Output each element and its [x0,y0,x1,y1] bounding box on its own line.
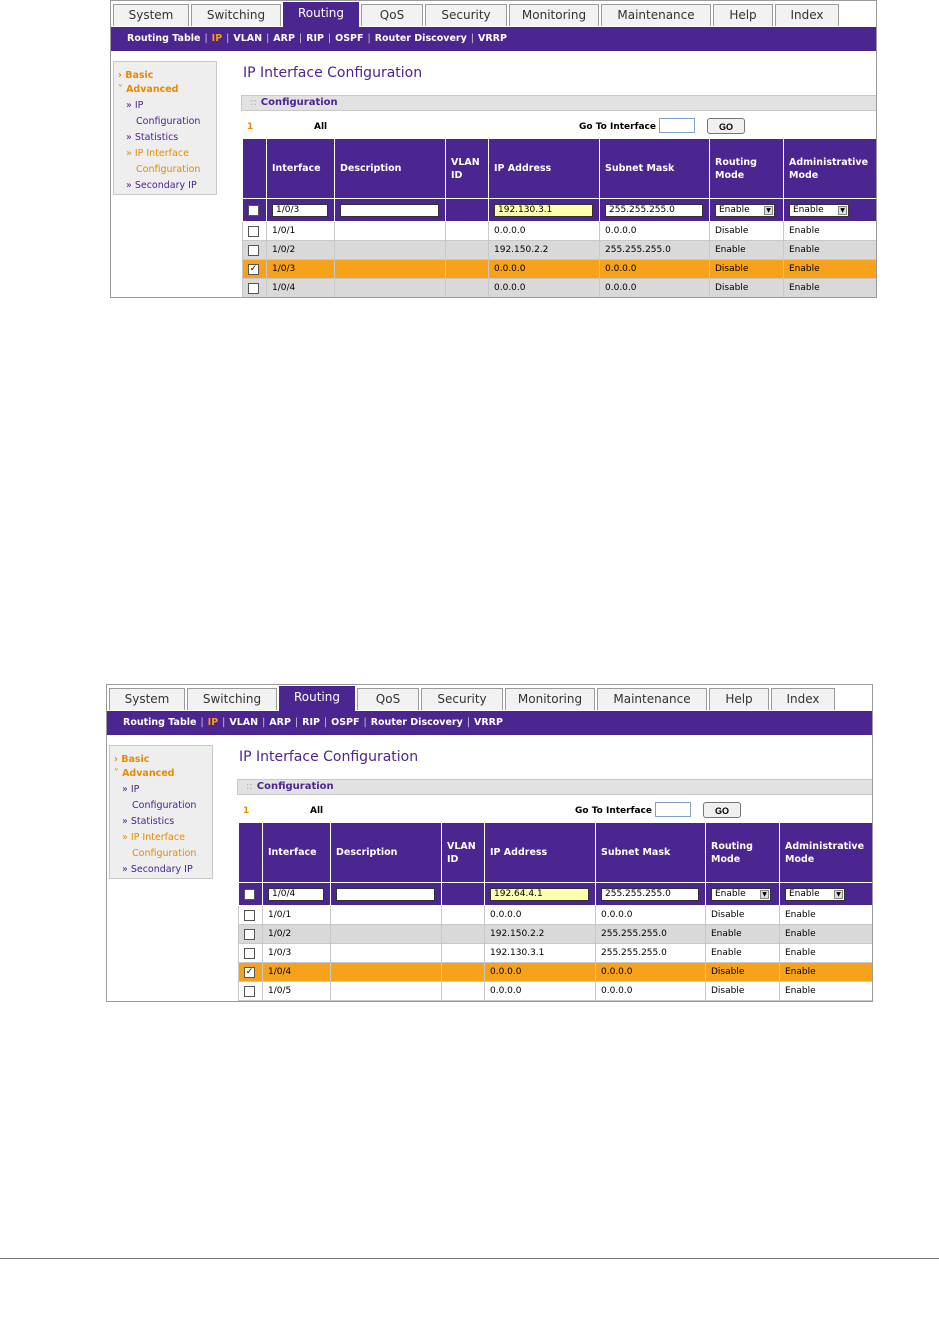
row-interface: 1/0/3 [263,944,331,963]
subnav-vrrp[interactable]: VRRP [473,717,503,728]
row-interface: 1/0/3 [267,260,335,279]
tab-security[interactable]: Security [425,4,507,26]
row-checkbox-checked[interactable]: ✓ [249,263,258,274]
subnav-separator: | [327,33,332,44]
row-select-cell [243,222,267,241]
dropdown-arrow-icon: ▼ [834,890,843,899]
row-routing-mode: Enable [710,241,784,260]
edit-admin-cell [780,883,874,906]
tab-qos[interactable]: QoS [361,4,423,26]
row-interface: 1/0/2 [267,241,335,260]
row-interface: 1/0/1 [267,222,335,241]
row-admin-mode: Enable [784,241,878,260]
chevron-down-icon: ˅ [114,768,119,779]
row-ip-address: 0.0.0.0 [489,279,600,298]
subnav-router-discovery[interactable]: Router Discovery [374,33,467,44]
tab-switching[interactable]: Switching [187,688,277,710]
row-ip-address: 192.150.2.2 [485,925,596,944]
row-routing-mode: Disable [710,279,784,298]
row-subnet-mask: 0.0.0.0 [596,982,706,1001]
row-admin-mode: Enable [784,260,878,279]
row-select-cell [243,279,267,298]
row-select-cell [239,944,263,963]
row-subnet-mask: 255.255.255.0 [596,944,706,963]
ip-address-input[interactable]: 192.64.4.1 [490,888,589,901]
subnav-separator: | [466,717,470,728]
sidebar-ip-interface-configuration[interactable]: » IP Interface [122,832,185,843]
header-vlan-id: VLAN ID [446,139,489,199]
tab-routing[interactable]: Routing [283,2,359,27]
subnav-separator: | [470,33,474,44]
row-ip-address: 0.0.0.0 [485,963,596,982]
row-checkbox[interactable] [244,929,255,940]
row-admin-mode: Enable [780,963,874,982]
header-subnet-mask: Subnet Mask [596,823,706,883]
ip-interface-table [238,822,873,1001]
table-row-selected[interactable] [243,260,878,279]
row-subnet-mask: 255.255.255.0 [600,241,710,260]
go-to-interface-label: Go To Interface [579,122,656,132]
page-title: IP Interface Configuration [239,749,419,765]
row-vlan-id [442,944,485,963]
ip-interface-table [242,138,877,298]
go-to-interface-label: Go To Interface [575,806,652,816]
sidebar-basic[interactable] [114,754,149,765]
row-description [331,944,442,963]
tab-switching[interactable]: Switching [191,4,281,26]
edit-row [243,199,878,222]
edit-select-cell [243,199,267,222]
subnav-vrrp[interactable]: VRRP [477,33,507,44]
subnav-separator: | [298,33,303,44]
row-subnet-mask: 255.255.255.0 [596,925,706,944]
go-button[interactable]: GO [703,802,741,818]
edit-routing-cell [710,199,784,222]
table-row[interactable] [239,944,874,963]
sidebar-secondary-ip[interactable]: » Secondary IP [126,180,197,191]
row-vlan-id [442,906,485,925]
row-routing-mode: Disable [706,906,780,925]
row-subnet-mask: 0.0.0.0 [600,222,710,241]
row-select-cell [239,906,263,925]
subnav-routing-table[interactable]: Routing Table [127,33,201,44]
row-subnet-mask: 0.0.0.0 [596,906,706,925]
row-select-cell [239,925,263,944]
subnav-rip[interactable]: RIP [306,33,324,44]
page-footer-rule [0,1258,939,1259]
row-interface: 1/0/1 [263,906,331,925]
row-admin-mode: Enable [780,982,874,1001]
configuration-label: Configuration [260,97,338,108]
header-ip-address: IP Address [485,823,596,883]
row-select-cell [243,241,267,260]
sub-navigation [111,27,876,51]
edit-ip-cell [485,883,596,906]
edit-interface-cell [267,199,335,222]
all-link[interactable]: All [314,122,328,132]
subnav-router-discovery[interactable]: Router Discovery [370,717,463,728]
sub-navigation [107,711,872,735]
row-ip-address: 192.130.3.1 [485,944,596,963]
header-administrative-mode: Administrative Mode [780,823,874,883]
chevron-right-icon: › [114,754,118,765]
subnav-separator: | [262,717,266,728]
go-button[interactable]: GO [707,118,745,134]
subnav-separator: | [266,33,270,44]
row-ip-address: 192.150.2.2 [489,241,600,260]
go-to-interface-input[interactable] [659,118,695,133]
subnav-separator: | [226,33,230,44]
admin-mode-value: Enable [789,888,820,899]
grip-icon: :: [246,781,253,792]
routing-mode-select[interactable] [715,204,775,217]
row-checkbox[interactable] [248,245,259,256]
row-vlan-id [442,925,485,944]
table-row[interactable] [239,925,874,944]
sidebar [109,745,213,879]
row-routing-mode: Enable [706,944,780,963]
edit-row [239,883,874,906]
table-row[interactable] [243,222,878,241]
table-row[interactable] [243,279,878,298]
dropdown-arrow-icon: ▼ [838,206,847,215]
table-row[interactable] [243,241,878,260]
header-vlan-id: VLAN ID [442,823,485,883]
edit-mask-cell [600,199,710,222]
tab-system[interactable]: System [113,4,189,26]
routing-mode-value: Enable [719,204,750,215]
tab-routing[interactable]: Routing [279,686,355,711]
subnav-separator: | [323,717,328,728]
table-row-selected[interactable] [239,963,874,982]
row-checkbox-checked[interactable]: ✓ [245,966,254,977]
header-administrative-mode: Administrative Mode [784,139,878,199]
row-ip-address: 0.0.0.0 [489,222,600,241]
edit-select-cell [239,883,263,906]
row-subnet-mask: 0.0.0.0 [600,260,710,279]
screenshot-2 [106,684,873,1002]
subnav-separator: | [294,717,299,728]
subnav-separator: | [363,717,367,728]
tab-monitoring[interactable]: Monitoring [509,4,599,26]
row-vlan-id [446,222,489,241]
subnav-ip[interactable]: IP [211,33,223,44]
subnav-ospf[interactable]: OSPF [331,717,360,728]
tab-index[interactable]: Index [775,4,839,26]
sidebar [113,61,217,195]
row-description [331,925,442,944]
row-select-cell [239,963,263,982]
row-description [331,906,442,925]
sidebar-ip-interface-configuration-2[interactable]: Configuration [132,848,197,859]
edit-vlan-cell [442,883,485,906]
subnav-arp[interactable]: ARP [269,717,291,728]
row-description [331,982,442,1001]
row-vlan-id [446,241,489,260]
edit-row-checkbox[interactable] [244,889,255,900]
grip-icon: :: [250,97,257,108]
row-interface: 1/0/2 [263,925,331,944]
edit-mask-cell [596,883,706,906]
row-routing-mode: Disable [706,963,780,982]
sidebar-ip-interface-configuration[interactable]: » IP Interface [126,148,189,159]
header-routing-mode: Routing Mode [710,139,784,199]
row-select-cell [239,982,263,1001]
header-description: Description [335,139,446,199]
sidebar-secondary-ip[interactable]: » Secondary IP [122,864,193,875]
tab-help[interactable]: Help [709,688,769,710]
ip-address-input[interactable]: 192.130.3.1 [494,204,593,217]
row-interface: 1/0/5 [263,982,331,1001]
row-admin-mode: Enable [780,944,874,963]
row-admin-mode: Enable [784,279,878,298]
admin-mode-select[interactable] [785,888,845,901]
row-routing-mode: Disable [710,222,784,241]
description-input[interactable] [340,204,439,217]
row-description [335,260,446,279]
row-routing-mode: Disable [706,982,780,1001]
row-checkbox[interactable] [244,986,255,997]
row-ip-address: 0.0.0.0 [485,982,596,1001]
tab-maintenance[interactable]: Maintenance [597,688,707,710]
edit-ip-cell [489,199,600,222]
row-checkbox[interactable] [248,226,259,237]
edit-row-checkbox[interactable] [248,205,259,216]
row-admin-mode: Enable [780,925,874,944]
subnav-arp[interactable]: ARP [273,33,295,44]
table-header-row [239,823,874,883]
tab-index[interactable]: Index [771,688,835,710]
row-vlan-id [442,963,485,982]
edit-description-cell [335,199,446,222]
chevron-right-icon: › [118,70,122,81]
sidebar-advanced[interactable] [114,768,174,779]
table-row[interactable] [239,906,874,925]
row-ip-address: 0.0.0.0 [489,260,600,279]
sidebar-ip-interface-configuration-2[interactable]: Configuration [136,164,201,175]
row-routing-mode: Disable [710,260,784,279]
tab-maintenance[interactable]: Maintenance [601,4,711,26]
subnav-vlan[interactable]: VLAN [233,33,263,44]
interface-select[interactable]: 1/0/4 [268,888,324,901]
sidebar-basic-label: Basic [125,70,154,81]
tab-system[interactable]: System [109,688,185,710]
header-interface: Interface [263,823,331,883]
tab-security[interactable]: Security [421,688,503,710]
tab-monitoring[interactable]: Monitoring [505,688,595,710]
subnav-ip[interactable]: IP [207,717,219,728]
main-tabs [107,685,872,712]
sidebar-advanced[interactable] [118,84,178,95]
row-select-cell [243,260,267,279]
row-vlan-id [442,982,485,1001]
sidebar-advanced-label: Advanced [126,84,179,95]
header-interface: Interface [267,139,335,199]
row-vlan-id [446,279,489,298]
sidebar-ip-configuration[interactable]: » IP [126,100,144,111]
configuration-label: Configuration [256,781,334,792]
all-link[interactable]: All [310,806,324,816]
interface-select[interactable]: 1/0/3 [272,204,328,217]
screenshot-1 [110,0,877,298]
subnav-rip[interactable]: RIP [302,717,320,728]
page-title: IP Interface Configuration [243,65,423,81]
row-vlan-id [446,260,489,279]
admin-mode-select[interactable] [789,204,849,217]
sidebar-ip-configuration-2[interactable]: Configuration [132,800,197,811]
page-number-link[interactable]: 1 [243,806,250,816]
row-checkbox[interactable] [244,910,255,921]
subnet-mask-input[interactable]: 255.255.255.0 [601,888,699,901]
subnet-mask-input[interactable]: 255.255.255.0 [605,204,703,217]
row-admin-mode: Enable [780,906,874,925]
sidebar-basic[interactable] [118,70,153,81]
header-select [243,139,267,199]
edit-admin-cell [784,199,878,222]
tab-help[interactable]: Help [713,4,773,26]
row-routing-mode: Enable [706,925,780,944]
row-checkbox[interactable] [248,283,259,294]
subnav-separator: | [367,33,371,44]
sidebar-ip-configuration[interactable]: » IP [122,784,140,795]
row-ip-address: 0.0.0.0 [485,906,596,925]
sidebar-basic-label: Basic [121,754,150,765]
description-input[interactable] [336,888,435,901]
table-header-row [243,139,878,199]
row-admin-mode: Enable [784,222,878,241]
subnav-separator: | [204,33,208,44]
table-row[interactable] [239,982,874,1001]
routing-mode-select[interactable] [711,888,771,901]
row-checkbox[interactable] [244,948,255,959]
header-ip-address: IP Address [489,139,600,199]
row-subnet-mask: 0.0.0.0 [596,963,706,982]
configuration-header [237,779,873,795]
row-interface: 1/0/4 [263,963,331,982]
row-interface: 1/0/4 [267,279,335,298]
subnav-separator: | [200,717,204,728]
go-to-interface-input[interactable] [655,802,691,817]
subnav-routing-table[interactable]: Routing Table [123,717,197,728]
edit-description-cell [331,883,442,906]
edit-interface-cell [263,883,331,906]
subnav-ospf[interactable]: OSPF [335,33,364,44]
sidebar-statistics[interactable]: » Statistics [126,132,179,143]
row-description [335,241,446,260]
subnav-vlan[interactable]: VLAN [229,717,259,728]
row-subnet-mask: 0.0.0.0 [600,279,710,298]
edit-vlan-cell [446,199,489,222]
row-description [335,222,446,241]
header-subnet-mask: Subnet Mask [600,139,710,199]
row-description [335,279,446,298]
edit-routing-cell [706,883,780,906]
admin-mode-value: Enable [793,204,824,215]
dropdown-arrow-icon: ▼ [764,206,773,215]
subnav-separator: | [222,717,226,728]
sidebar-ip-configuration-2[interactable]: Configuration [136,116,201,127]
header-select [239,823,263,883]
sidebar-statistics[interactable]: » Statistics [122,816,175,827]
sidebar-advanced-label: Advanced [122,768,175,779]
dropdown-arrow-icon: ▼ [760,890,769,899]
header-description: Description [331,823,442,883]
main-tabs [111,1,876,28]
routing-mode-value: Enable [715,888,746,899]
row-description [331,963,442,982]
header-routing-mode: Routing Mode [706,823,780,883]
chevron-down-icon: ˅ [118,84,123,95]
tab-qos[interactable]: QoS [357,688,419,710]
page-number-link[interactable]: 1 [247,122,254,132]
configuration-header [241,95,877,111]
